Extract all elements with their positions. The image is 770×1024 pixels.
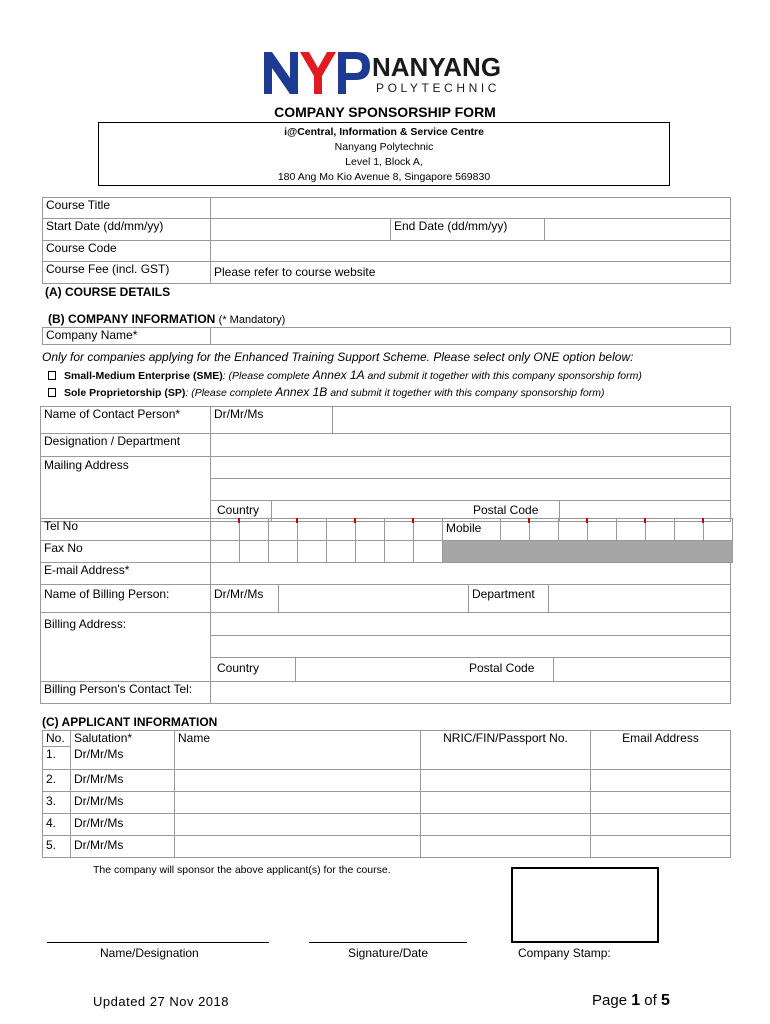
applicant-row-no: 4. [43,814,71,836]
sme-checkbox[interactable] [48,371,56,380]
applicant-name-field[interactable] [175,770,421,792]
red-tick-mark [238,518,240,523]
name-signature-line[interactable] [47,942,269,943]
applicant-row-salutation: Dr/Mr/Ms [71,770,175,792]
designation-label: Designation / Department [41,434,211,457]
sme-note-pre: : (Please complete [222,370,313,382]
applicant-name-field[interactable] [175,792,421,814]
sme-option[interactable] [48,368,642,382]
company-name-field[interactable] [211,328,731,345]
contact-salutation: Dr/Mr/Ms [211,407,333,434]
mobile-digit[interactable] [675,519,704,541]
applicant-row-no: 2. [43,770,71,792]
company-stamp-box[interactable] [511,867,659,943]
section-c-heading: (C) APPLICANT INFORMATION [42,715,218,729]
course-title-field[interactable] [211,198,731,219]
billing-person-field[interactable] [279,585,469,613]
tel-digit[interactable] [211,519,240,541]
mobile-digit[interactable] [559,519,588,541]
billing-address-line-1[interactable] [211,613,731,636]
tel-digit[interactable] [240,519,269,541]
nyp-logo [262,46,522,96]
course-code-field[interactable] [211,241,731,262]
mailing-address-line-1[interactable] [211,457,731,479]
name-designation-label: Name/Designation [100,946,199,960]
fax-label: Fax No [41,541,211,563]
table-row [43,814,731,836]
applicant-email-field[interactable] [591,792,731,814]
company-name-label: Company Name* [43,328,211,345]
address-line-3: Level 1, Block A, [345,156,423,168]
tel-label: Tel No [41,519,211,541]
applicant-nric-field[interactable] [421,792,591,814]
applicant-row-salutation: Dr/Mr/Ms [71,792,175,814]
mobile-digit[interactable] [646,519,675,541]
tel-fax-table [40,518,733,563]
table-row [43,792,731,814]
applicant-email-field[interactable] [591,770,731,792]
contact-person-field[interactable] [333,407,731,434]
department-field[interactable] [549,585,731,613]
billing-person-label: Name of Billing Person: [41,585,211,613]
tel-digit[interactable] [414,519,443,541]
applicant-nric-field[interactable] [421,770,591,792]
red-tick-mark [702,518,704,523]
tel-digit[interactable] [269,519,298,541]
applicant-header-no: No. [43,731,71,747]
table-row [43,836,731,858]
section-a-heading: (A) COURSE DETAILS [45,285,171,299]
sp-note-post: and submit it together with this company sponsorship form) [327,387,605,399]
section-b-note: (* Mandatory) [218,314,286,326]
fax-digit[interactable] [414,541,443,563]
section-b-title: (B) COMPANY INFORMATION [48,312,216,326]
applicant-header-name: Name [175,731,421,770]
applicant-table [42,730,731,858]
applicant-header-email: Email Address [591,731,731,770]
applicant-nric-field[interactable] [421,836,591,858]
fax-digit[interactable] [240,541,269,563]
fax-digit[interactable] [327,541,356,563]
page-word: Page [592,992,628,1009]
sponsor-statement: The company will sponsor the above applicant(s) for the course. [93,864,391,876]
red-tick-mark [296,518,298,523]
page-total: 5 [660,992,670,1009]
applicant-header-nric: NRIC/FIN/Passport No. [421,731,591,770]
tel-digit[interactable] [327,519,356,541]
email-label: E-mail Address* [41,563,211,585]
department-label: Department [469,585,549,613]
end-date-field[interactable] [545,219,731,241]
email-field[interactable] [211,563,731,585]
fax-shaded-area [443,541,733,563]
address-line-4: 180 Ang Mo Kio Avenue 8, Singapore 569830 [277,171,491,183]
red-tick-mark [528,518,530,523]
etss-note: Only for companies applying for the Enhanced Training Support Scheme. Please select only ONE option below: [42,350,634,364]
contact-person-label: Name of Contact Person* [41,407,211,434]
red-tick-mark [586,518,588,523]
fax-digit[interactable] [298,541,327,563]
fax-digit[interactable] [269,541,298,563]
billing-country-postal-row [211,658,731,682]
applicant-row-no: 5. [43,836,71,858]
mailing-address-label: Mailing Address [41,457,211,522]
sme-annex: Annex 1A [312,368,365,382]
course-code-label: Course Code [43,241,211,262]
applicant-name-field[interactable] [175,814,421,836]
sme-label: Small-Medium Enterprise (SME) [64,370,223,382]
of-word: of [644,992,657,1009]
designation-field[interactable] [211,434,731,457]
billing-tel-label: Billing Person's Contact Tel: [41,682,211,704]
mobile-digit[interactable] [704,519,733,541]
billing-postal-field[interactable] [553,658,729,681]
course-fee-value: Please refer to course website [211,262,731,284]
red-tick-mark [354,518,356,523]
fax-digit[interactable] [211,541,240,563]
applicant-email-field[interactable] [591,814,731,836]
applicant-row-no: 1. [43,747,71,770]
mailing-country-label: Country [217,503,260,517]
billing-country-label: Country [217,661,260,675]
tel-digit[interactable] [385,519,414,541]
sme-note-post: and submit it together with this company sponsorship form) [364,370,642,382]
start-date-field[interactable] [211,219,391,241]
tel-digit[interactable] [356,519,385,541]
billing-salutation: Dr/Mr/Ms [211,585,279,613]
signature-date-label: Signature/Date [348,946,429,960]
end-date-label: End Date (dd/mm/yy) [391,219,545,241]
signature-date-line[interactable] [309,942,467,943]
address-box [98,122,670,186]
section-b-heading [48,312,285,326]
applicant-row-salutation: Dr/Mr/Ms [71,814,175,836]
page-number [592,992,670,1010]
form-title: COMPANY SPONSORSHIP FORM [274,104,496,120]
mobile-digit[interactable] [617,519,646,541]
sp-annex: Annex 1B [275,385,328,399]
applicant-row-salutation: Dr/Mr/Ms [71,747,175,770]
sp-note-pre: : (Please complete [185,387,276,399]
course-details-table [42,197,731,284]
course-title-label: Course Title [43,198,211,219]
company-stamp-label: Company Stamp: [518,946,611,960]
mobile-digit[interactable] [530,519,559,541]
applicant-header-salutation: Salutation* [71,731,175,747]
updated-date: Updated 27 Nov 2018 [93,994,229,1009]
mailing-address-line-2[interactable] [211,479,731,501]
sp-option[interactable] [48,385,605,399]
billing-postal-label: Postal Code [469,661,535,675]
logo-brand-top: NANYANG [372,52,502,82]
mobile-digit[interactable] [501,519,530,541]
address-line-1: i@Central, Information & Service Centre [284,126,484,138]
course-fee-label: Course Fee (incl. GST) [43,262,211,284]
start-date-label: Start Date (dd/mm/yy) [43,219,211,241]
sp-checkbox[interactable] [48,388,56,397]
logo-brand-bottom: POLYTECHNIC [376,81,501,95]
applicant-name-field[interactable] [175,836,421,858]
billing-country-field[interactable] [295,658,465,681]
applicant-row-no: 3. [43,792,71,814]
applicant-email-field[interactable] [591,836,731,858]
red-tick-mark [412,518,414,523]
mobile-label: Mobile [443,519,501,541]
fax-digit[interactable] [356,541,385,563]
mobile-digit[interactable] [588,519,617,541]
mailing-postal-label: Postal Code [473,503,539,517]
address-line-2: Nanyang Polytechnic [334,141,434,153]
sp-label: Sole Proprietorship (SP) [64,387,186,399]
billing-tel-field[interactable] [211,682,731,704]
tel-digit[interactable] [298,519,327,541]
applicant-row-salutation: Dr/Mr/Ms [71,836,175,858]
fax-digit[interactable] [385,541,414,563]
applicant-nric-field[interactable] [421,814,591,836]
red-tick-mark [644,518,646,523]
billing-table [40,562,731,704]
company-name-table [42,327,731,345]
page-current: 1 [631,992,641,1009]
billing-address-label: Billing Address: [41,613,211,682]
billing-address-line-2[interactable] [211,636,731,658]
table-row [43,770,731,792]
contact-table [40,406,731,522]
